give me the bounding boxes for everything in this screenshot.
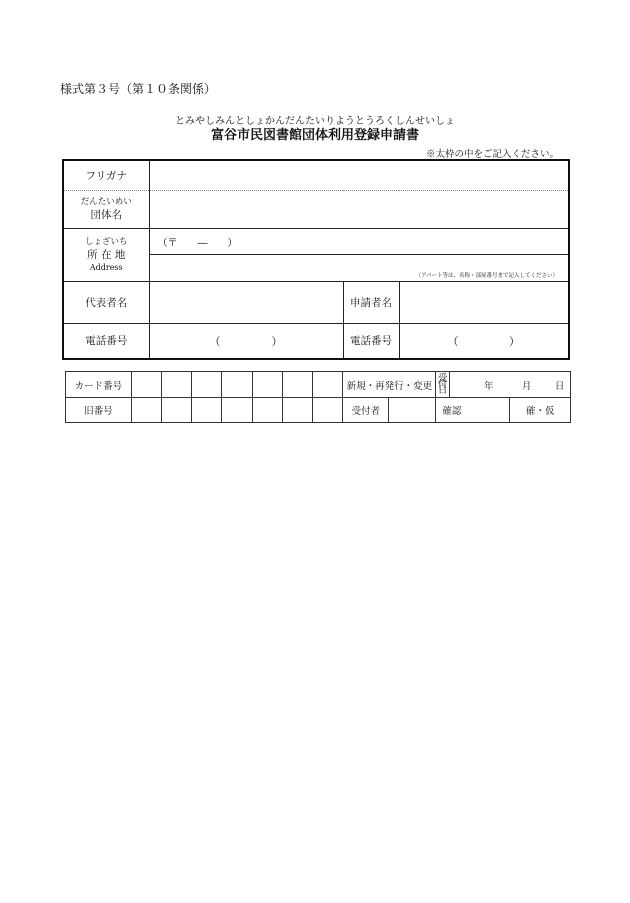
receiver-field[interactable] (389, 398, 436, 423)
phone-field[interactable]: （ ） (149, 323, 343, 359)
furigana-label: フリガナ (63, 160, 149, 190)
form-number: 様式第３号（第１０条関係） (60, 82, 217, 96)
group-name-field[interactable] (149, 190, 569, 228)
old-digit-cell[interactable] (161, 398, 191, 423)
old-digit-cell[interactable] (252, 398, 282, 423)
card-digit-cell[interactable] (192, 372, 222, 398)
status-field: 確・仮 (510, 398, 571, 423)
phone-label: 電話番号 (63, 323, 149, 359)
old-digit-cell[interactable] (222, 398, 252, 423)
old-digit-cell[interactable] (313, 398, 343, 423)
applicant-label: 申請者名 (343, 281, 399, 323)
applicant-phone-field[interactable]: （ ） (399, 323, 569, 359)
representative-field[interactable] (149, 281, 343, 323)
applicant-field[interactable] (399, 281, 569, 323)
old-number-label: 旧番号 (66, 398, 132, 423)
representative-label: 代表者名 (63, 281, 149, 323)
form-title: 富谷市民図書館団体利用登録申請書 (210, 128, 419, 143)
applicant-phone-label: 電話番号 (343, 323, 399, 359)
card-digit-cell[interactable] (222, 372, 252, 398)
confirm-label: 確認 (436, 398, 510, 423)
card-digit-cell[interactable] (161, 372, 191, 398)
apartment-note: （アパート等は、名称・部屋番号まで記入してください） (415, 272, 558, 279)
application-form (62, 159, 570, 360)
group-name-label: だんたいめい 団体名 (63, 190, 149, 228)
card-digit-cell[interactable] (131, 372, 161, 398)
card-digit-cell[interactable] (252, 372, 282, 398)
card-number-label: カード番号 (66, 372, 132, 398)
card-digit-cell[interactable] (313, 372, 343, 398)
instruction-note: ※太枠の中をご記入ください。 (425, 149, 559, 160)
furigana-field[interactable] (149, 160, 569, 190)
old-digit-cell[interactable] (131, 398, 161, 423)
title-furigana: とみやしみんとしょかんだんたいりようとうろくしんせいしょ (175, 116, 455, 127)
issue-type: 新規・再発行・変更 (343, 372, 436, 398)
old-digit-cell[interactable] (282, 398, 312, 423)
received-date-label: 受付日 (436, 372, 450, 398)
receiver-label: 受付者 (343, 398, 389, 423)
card-digit-cell[interactable] (282, 372, 312, 398)
office-use-table (65, 371, 571, 423)
address-field[interactable] (149, 254, 569, 281)
postal-code-field[interactable]: （〒 ― ） (149, 228, 569, 254)
address-label: しょざいち 所 在 地 Address (63, 228, 149, 281)
old-digit-cell[interactable] (192, 398, 222, 423)
received-date[interactable]: 年 月 日 (449, 372, 570, 398)
